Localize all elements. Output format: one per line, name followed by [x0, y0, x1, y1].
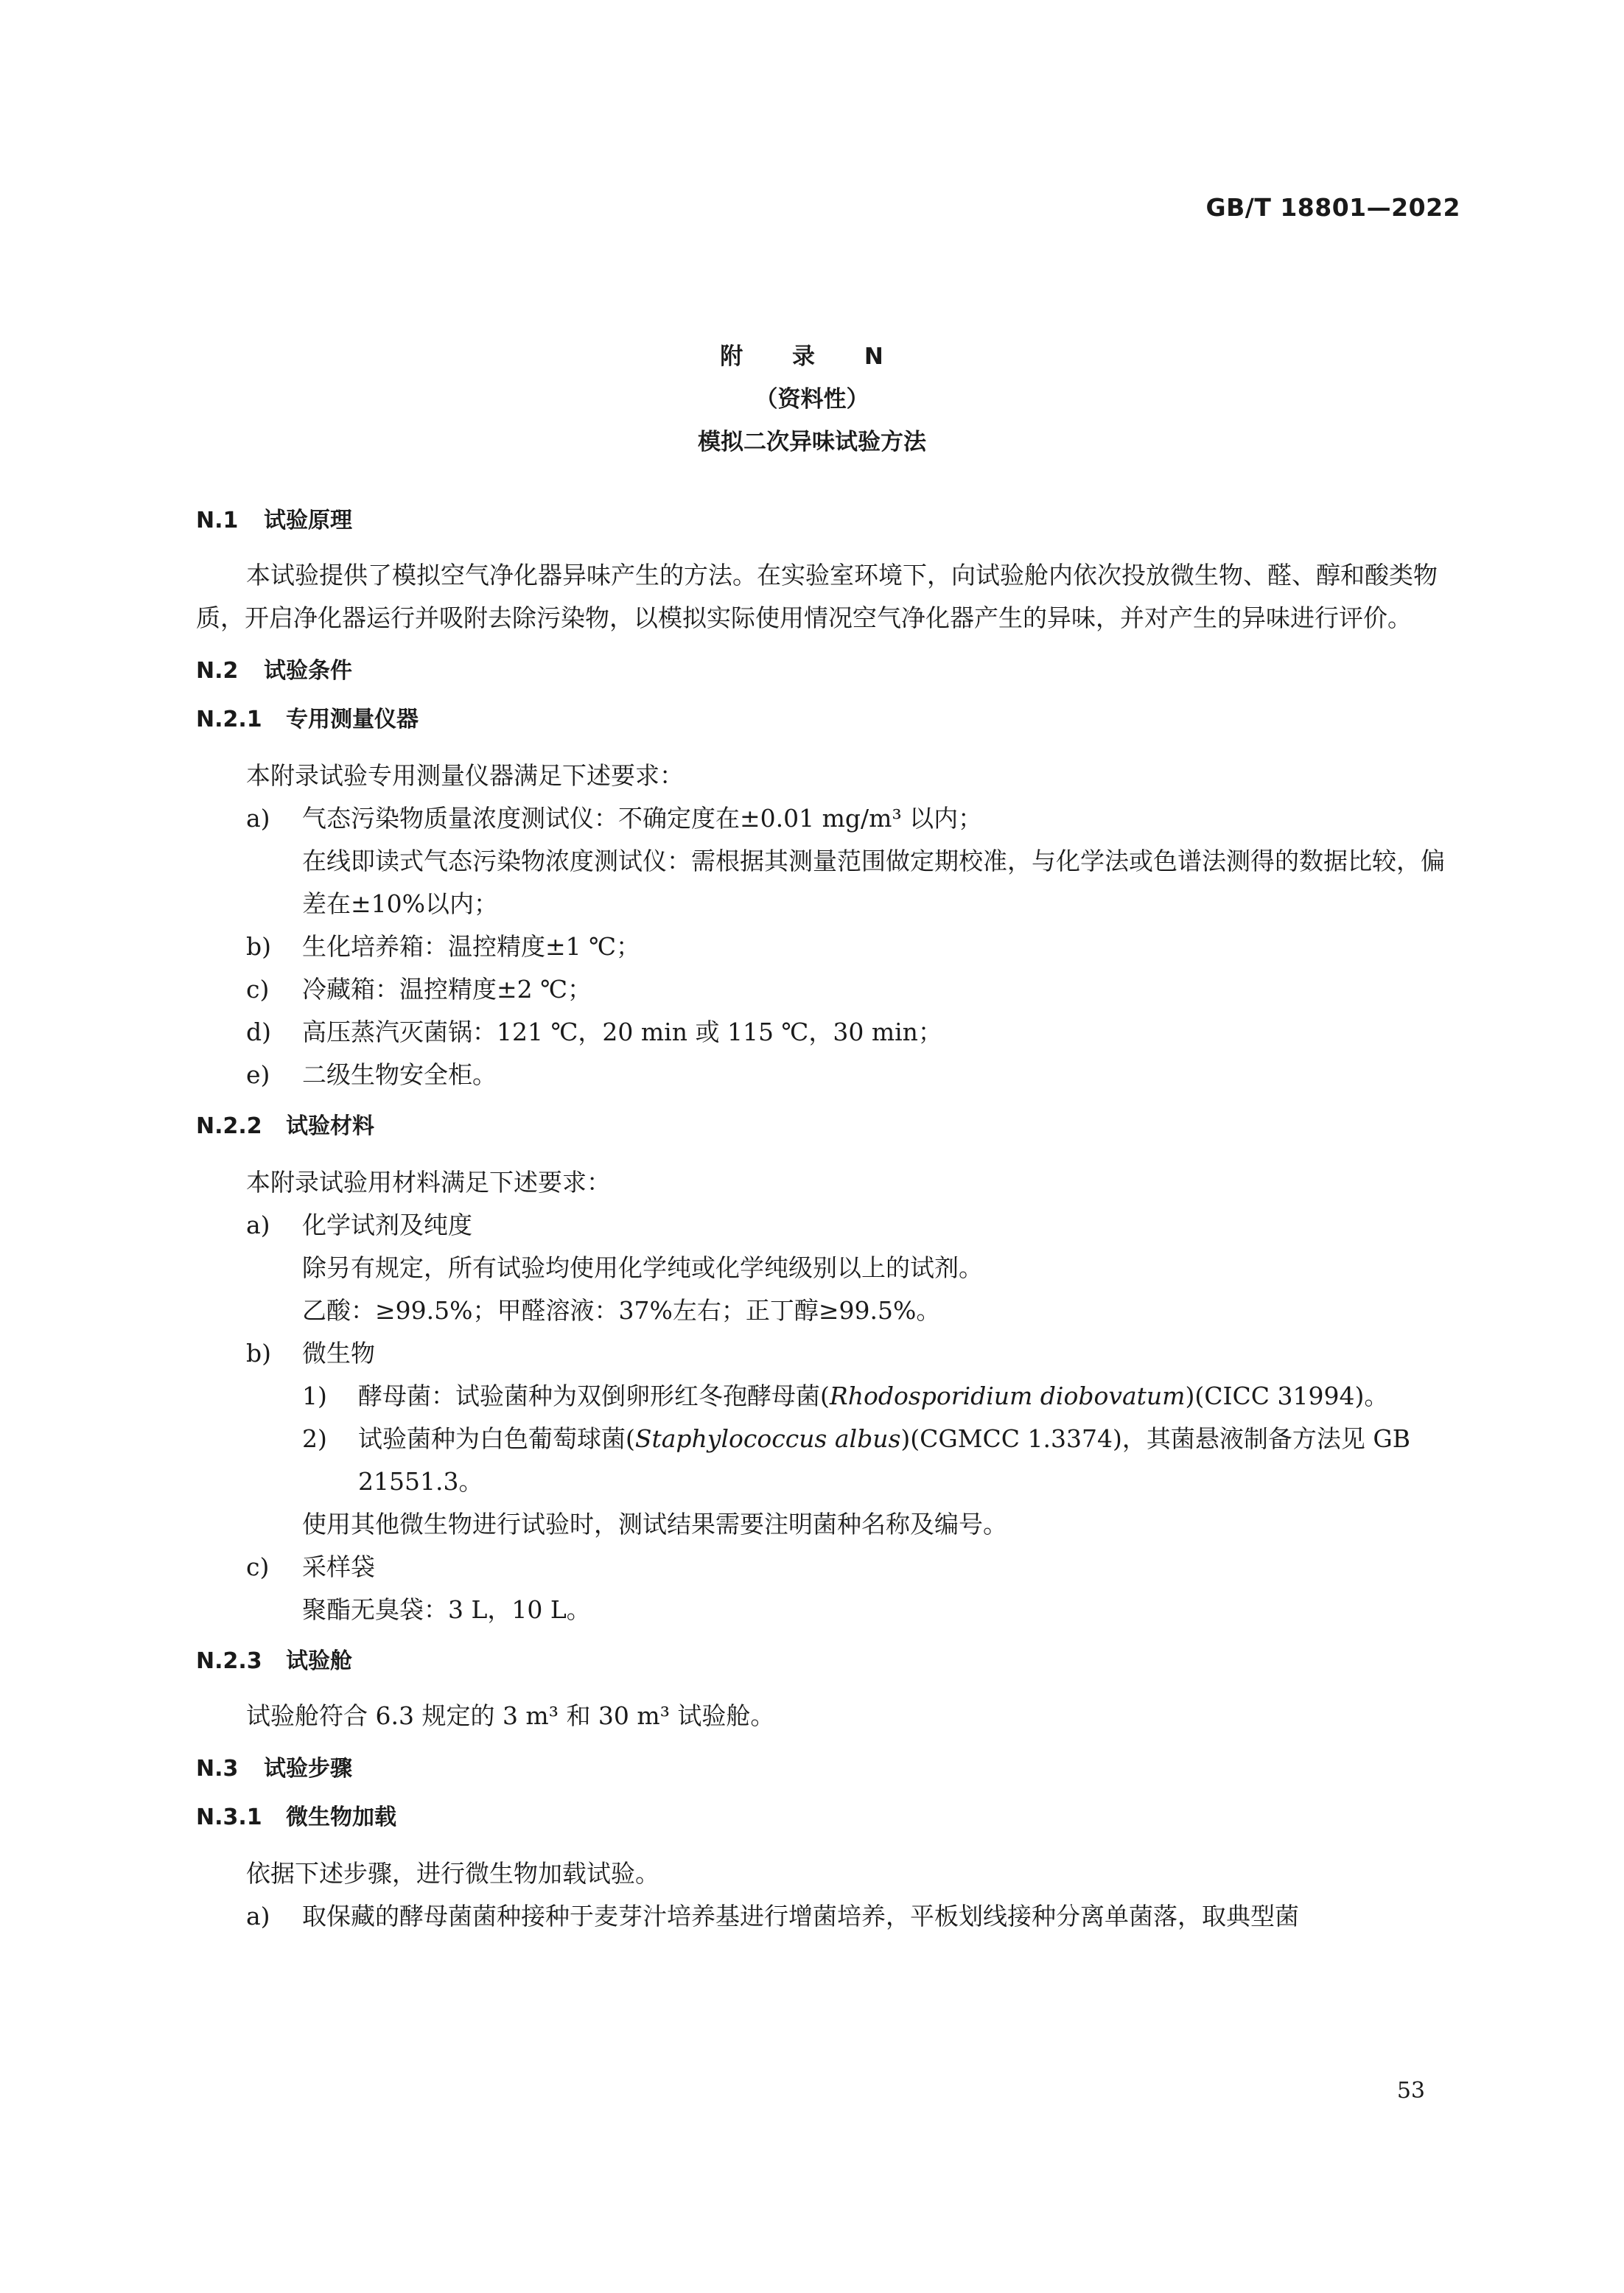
list-item-continuation: 除另有规定，所有试验均使用化学纯或化学纯级别以上的试剂。 — [302, 1253, 983, 1282]
list-item: e) 二级生物安全柜。 — [246, 1060, 497, 1089]
section-n22-intro: 本附录试验用材料满足下述要求： — [246, 1168, 611, 1197]
list-item: c) 采样袋 — [246, 1552, 375, 1581]
list-item: b) 生化培养箱：温控精度±1 ℃； — [246, 932, 641, 961]
section-heading-n1: N.1 试验原理 — [196, 508, 352, 533]
list-item: d) 高压蒸汽灭菌锅：121 ℃，20 min 或 115 ℃，30 min； — [246, 1018, 942, 1046]
section-n21-intro: 本附录试验专用测量仪器满足下述要求： — [246, 761, 684, 790]
section-heading-n22: N.2.2 试验材料 — [196, 1113, 374, 1139]
section-heading-n31: N.3.1 微生物加载 — [196, 1804, 396, 1830]
list-item: c) 冷藏箱：温控精度±2 ℃； — [246, 975, 592, 1004]
section-n1-text: 本试验提供了模拟空气净化器异味产生的方法。在实验室环境下，向试验舱内依次投放微生物、醛、醇和酸类物质，开启净化器运行并吸附去除污染物，以模拟实际使用情况空气净化器产生的异味，并对产生的异味进行评价。 — [196, 561, 1438, 632]
list-item: a) 气态污染物质量浓度测试仪：不确定度在±0.01 mg/m³ 以内； — [246, 804, 983, 833]
section-heading-n3: N.3 试验步骤 — [196, 1756, 352, 1782]
list-item-note: 使用其他微生物进行试验时，测试结果需要注明菌种名称及编号。 — [302, 1510, 1007, 1538]
list-item: a) 化学试剂及纯度 — [246, 1211, 472, 1239]
annex-title: 附 录 N — [720, 343, 904, 370]
list-item-continuation: 聚酯无臭袋：3 L，10 L。 — [302, 1595, 591, 1624]
list-item-continuation: 乙酸：≥99.5%；甲醛溶液：37%左右；正丁醇≥99.5%。 — [302, 1296, 941, 1325]
sub-list-item: 1) 酵母菌：试验菌种为双倒卵形红冬孢酵母菌(Rhodosporidium diobovatum)(CICC 31994)。 — [302, 1382, 1389, 1410]
list-item: b) 微生物 — [246, 1339, 375, 1368]
annex-title-block — [0, 335, 1624, 463]
annex-name: 模拟二次异味试验方法 — [698, 429, 926, 455]
section-n23-text: 试验舱符合 6.3 规定的 3 m³ 和 30 m³ 试验舱。 — [246, 1701, 775, 1730]
standard-code: GB/T 18801—2022 — [1205, 193, 1460, 222]
sub-list-item: 2) 试验菌种为白色葡萄球菌(Staphylococcus albus)(CGMCC 1.3374)，其菌悬液制备方法见 GB 21551.3。 — [302, 1424, 1410, 1496]
document-body — [196, 501, 1463, 1938]
list-item: a) 取保藏的酵母菌菌种接种于麦芽汁培养基进行增菌培养，平板划线接种分离单菌落，取典型菌 — [246, 1902, 1299, 1930]
section-heading-n23: N.2.3 试验舱 — [196, 1648, 352, 1674]
section-heading-n21: N.2.1 专用测量仪器 — [196, 707, 419, 732]
section-heading-n2: N.2 试验条件 — [196, 658, 352, 684]
page-number: 53 — [1396, 2078, 1425, 2104]
annex-nature: （资料性） — [755, 386, 869, 413]
list-item-continuation: 在线即读式气态污染物浓度测试仪：需根据其测量范围做定期校准，与化学法或色谱法测得的数据比较，偏差在±10%以内； — [302, 847, 1445, 918]
section-n31-intro: 依据下述步骤，进行微生物加载试验。 — [246, 1859, 659, 1888]
